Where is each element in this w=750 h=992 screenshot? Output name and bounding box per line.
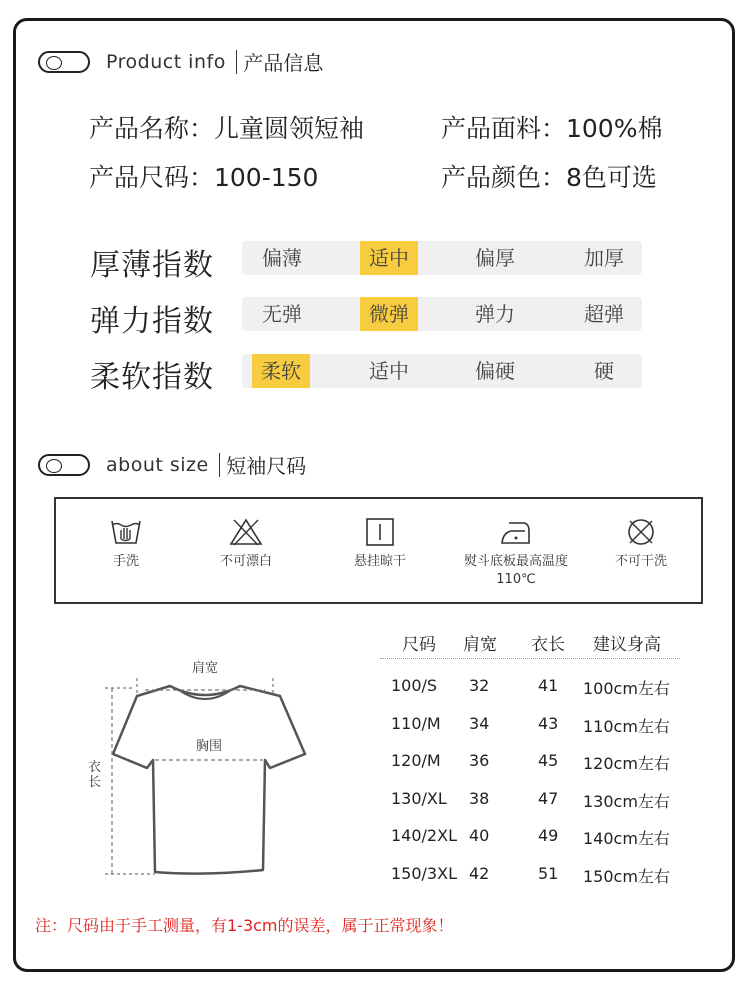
rating-option-selected: 适中 [360,241,418,275]
product-color: 产品颜色：8色可选 [441,163,657,192]
table-cell: 40 [469,826,490,845]
table-header: 肩宽 [463,635,497,655]
table-cell: 110cm左右 [583,717,670,736]
care-item-hang-dry [320,499,440,571]
rating-elasticity [242,297,642,331]
table-cell: 130cm左右 [583,792,670,811]
care-item-no-dry-clean [581,499,701,571]
product-fabric: 产品面料：100%棉 [441,114,663,143]
no-bleach-icon [229,517,263,547]
table-cell: 49 [538,826,559,845]
rating-option: 适中 [369,359,409,383]
rating-option: 无弹 [262,302,302,326]
product-info-title-en: Product info [106,50,226,73]
table-cell: 34 [469,714,490,733]
rating-option: 偏硬 [475,359,515,383]
rating-label-elasticity: 弹力指数 [90,304,214,339]
iron-icon [499,517,533,547]
table-cell-size: 100/S [391,676,438,695]
table-cell: 150cm左右 [583,867,670,886]
product-size: 产品尺码：100-150 [89,163,319,192]
rating-option: 弹力 [475,302,515,326]
table-cell: 42 [469,864,490,883]
table-header: 建议身高 [593,635,661,655]
care-item-no-bleach [186,499,306,571]
hang-dry-icon [363,517,397,547]
table-cell: 51 [538,864,559,883]
rating-option: 偏厚 [475,246,515,270]
diagram-chest-label: 胸围 [195,739,223,754]
rating-option-selected: 柔软 [252,354,310,388]
toggle-icon [38,454,90,476]
divider [219,453,221,477]
table-cell: 43 [538,714,559,733]
table-cell: 45 [538,751,559,770]
about-size-header [38,450,306,479]
table-cell: 38 [469,789,490,808]
care-item-iron [456,499,576,589]
toggle-icon [38,51,90,73]
rating-option-selected: 微弹 [360,297,418,331]
table-cell: 47 [538,789,559,808]
care-label: 不可干洗 [614,554,667,569]
divider [236,50,238,74]
table-cell-size: 140/2XL [391,826,457,845]
care-label: 手洗 [112,554,139,569]
rating-softness [242,354,642,388]
rating-label-thickness: 厚薄指数 [90,248,214,283]
table-cell: 41 [538,676,559,695]
table-cell-size: 150/3XL [391,864,457,883]
rating-option: 偏薄 [262,246,302,270]
table-cell: 32 [469,676,490,695]
product-name: 产品名称：儿童圆领短袖 [89,114,365,143]
diagram-shoulder-label: 肩宽 [191,661,219,676]
no-dry-clean-icon [624,517,658,547]
table-cell: 36 [469,751,490,770]
rating-label-softness: 柔软指数 [90,360,214,395]
product-info-header [38,47,323,76]
table-cell-size: 130/XL [391,789,447,808]
table-cell: 140cm左右 [583,829,670,848]
rating-thickness [242,241,642,275]
about-size-title-en: about size [106,453,209,476]
care-item-hand-wash [66,499,186,571]
tshirt-diagram [75,650,335,890]
table-divider [380,658,680,659]
care-instructions [54,497,703,604]
table-header: 尺码 [402,635,436,655]
table-cell-size: 110/M [391,714,441,733]
about-size-title-cn: 短袖尺码 [226,454,307,478]
measurement-note: 注：尺码由于手工测量，有1-3cm的误差，属于正常现象！ [35,916,454,935]
care-label-text: 熨斗底板最高温度110℃ [463,554,568,587]
care-label: 悬挂晾干 [353,554,406,569]
care-label: 不可漂白 [219,554,272,569]
rating-option: 加厚 [584,246,624,270]
rating-option: 硬 [594,359,614,383]
table-header: 衣长 [531,635,565,655]
table-cell: 100cm左右 [583,679,670,698]
hand-wash-icon [109,517,143,547]
table-cell: 120cm左右 [583,754,670,773]
product-info-title-cn: 产品信息 [243,51,324,75]
care-label [456,553,576,589]
rating-option: 超弹 [584,302,624,326]
diagram-length-label: 衣长 [88,760,102,790]
table-cell-size: 120/M [391,751,441,770]
